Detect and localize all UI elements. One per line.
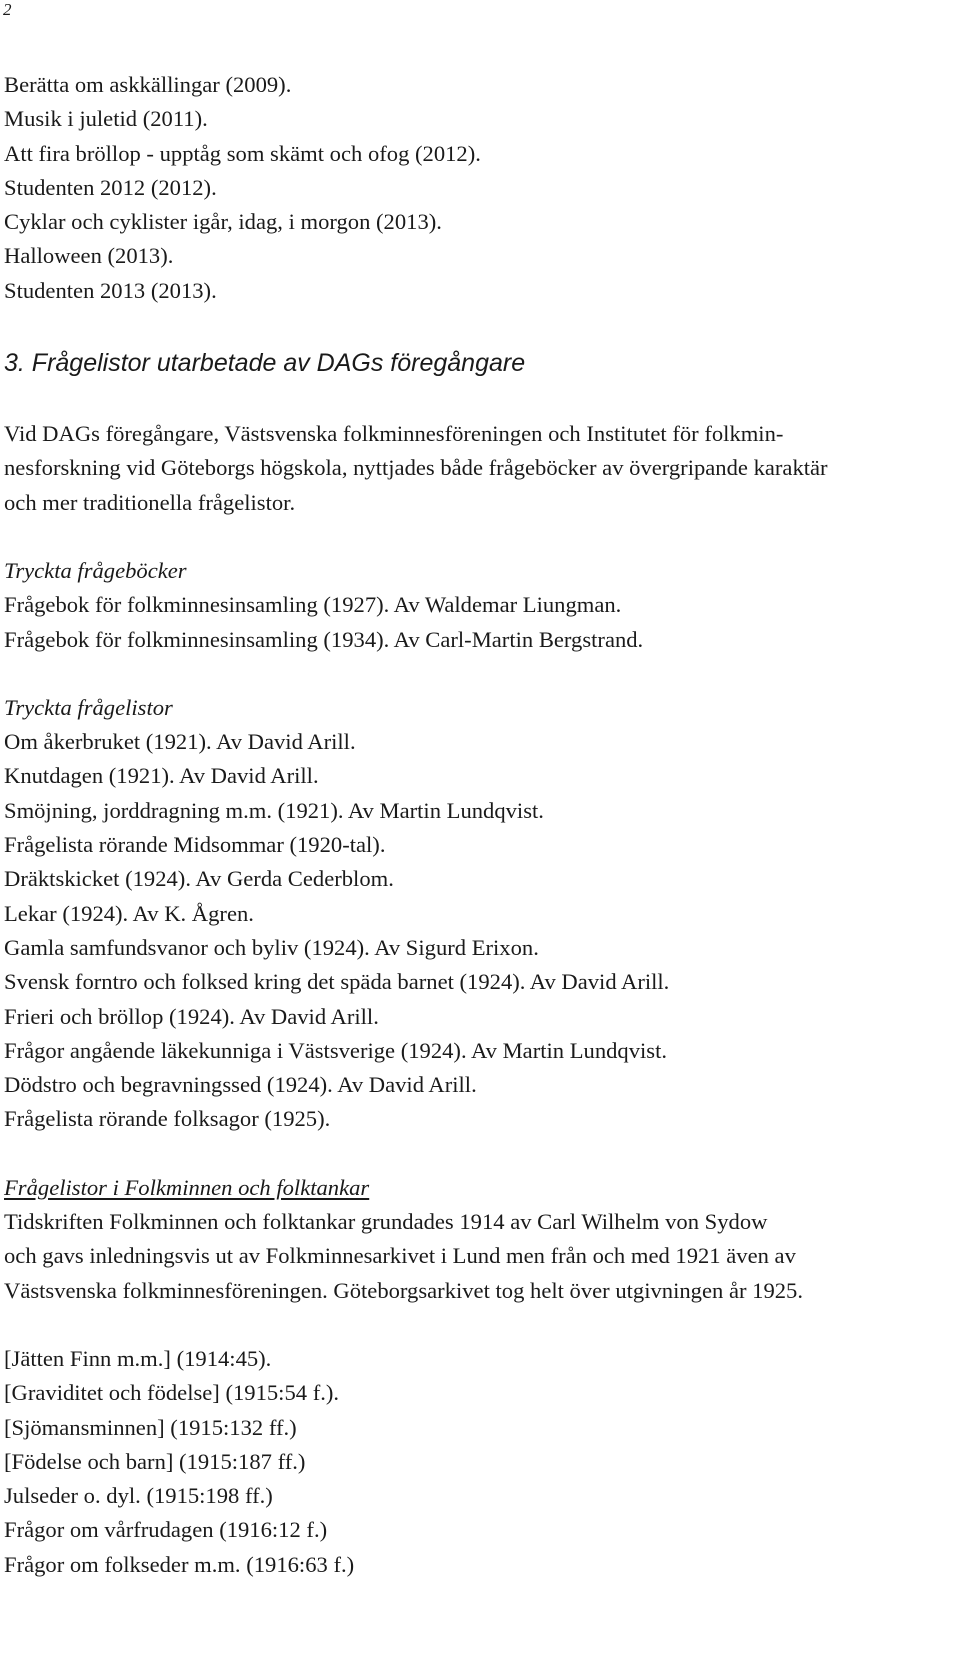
list-item: Julseder o. dyl. (1915:198 ff.) bbox=[4, 1483, 273, 1509]
list-item: Smöjning, jorddragning m.m. (1921). Av Martin Lundqvist. bbox=[4, 797, 544, 823]
list-item: Svensk forntro och folksed kring det späda barnet (1924). Av David Arill. bbox=[4, 969, 670, 995]
list-item: Halloween (2013). bbox=[4, 243, 174, 269]
printed-question-lists-list bbox=[4, 725, 934, 1137]
list-item: [Sjömansminnen] (1915:132 ff.) bbox=[4, 1414, 297, 1440]
subheading-folkminnen-lists: Frågelistor i Folkminnen och folktankar bbox=[4, 1174, 370, 1200]
paragraph-line: Tidskriften Folkminnen och folktankar grundades 1914 av Carl Wilhelm von Sydow bbox=[4, 1209, 768, 1235]
section-heading: 3. Frågelistor utarbetade av DAGs föregångare bbox=[4, 349, 526, 378]
list-item: Knutdagen (1921). Av David Arill. bbox=[4, 763, 319, 789]
list-item: Studenten 2012 (2012). bbox=[4, 174, 217, 200]
list-item: Frågor om vårfrudagen (1916:12 f.) bbox=[4, 1517, 328, 1543]
list-item: Lekar (1924). Av K. Ågren. bbox=[4, 900, 254, 926]
list-item: [Jätten Finn m.m.] (1914:45). bbox=[4, 1345, 272, 1371]
list-item: Dödstro och begravningssed (1924). Av David Arill. bbox=[4, 1072, 477, 1098]
document-body bbox=[4, 68, 934, 1582]
paragraph-line: nesforskning vid Göteborgs högskola, nyttjades både frågeböcker av övergripande karaktär bbox=[4, 455, 828, 481]
list-item: Berätta om askkällingar (2009). bbox=[4, 72, 292, 97]
list-item: [Födelse och barn] (1915:187 ff.) bbox=[4, 1448, 306, 1474]
list-item: Frågor angående läkekunniga i Västsverige (1924). Av Martin Lundqvist. bbox=[4, 1037, 668, 1063]
page-number: 2 bbox=[3, 0, 12, 19]
list-item: Frågelista rörande folksagor (1925). bbox=[4, 1106, 331, 1132]
subheading-printed-question-lists: Tryckta frågelistor bbox=[4, 694, 173, 720]
list-item: Dräktskicket (1924). Av Gerda Cederblom. bbox=[4, 866, 394, 892]
list-item: Frågebok för folkminnesinsamling (1927). Av Waldemar Liungman. bbox=[4, 592, 622, 618]
subheading-printed-question-books: Tryckta frågeböcker bbox=[4, 557, 187, 583]
list-item: [Graviditet och födelse] (1915:54 f.). bbox=[4, 1380, 340, 1406]
list-item: Frågelista rörande Midsommar (1920-tal). bbox=[4, 832, 386, 858]
section-paragraph bbox=[4, 417, 934, 520]
folkminnen-paragraph bbox=[4, 1205, 934, 1308]
list-item: Studenten 2013 (2013). bbox=[4, 277, 217, 303]
paragraph-line: och mer traditionella frågelistor. bbox=[4, 489, 296, 515]
list-item: Om åkerbruket (1921). Av David Arill. bbox=[4, 729, 356, 755]
printed-question-books-list bbox=[4, 588, 934, 657]
paragraph-line: och gavs inledningsvis ut av Folkminnesarkivet i Lund men från och med 1921 även av bbox=[4, 1243, 796, 1269]
spacer bbox=[4, 1308, 934, 1342]
paragraph-line: Västsvenska folkminnesföreningen. Göteborgsarkivet tog helt över utgivningen år 1925. bbox=[4, 1277, 803, 1303]
list-item: Att fira bröllop - upptåg som skämt och ofog (2012). bbox=[4, 140, 481, 166]
folkminnen-list bbox=[4, 1342, 934, 1582]
list-item: Frågebok för folkminnesinsamling (1934). Av Carl-Martin Bergstrand. bbox=[4, 626, 644, 652]
list-item: Gamla samfundsvanor och byliv (1924). Av Sigurd Erixon. bbox=[4, 934, 539, 960]
list-item: Frieri och bröllop (1924). Av David Arill. bbox=[4, 1003, 379, 1029]
list-item: Frågor om folkseder m.m. (1916:63 f.) bbox=[4, 1551, 355, 1577]
paragraph-line: Vid DAGs föregångare, Västsvenska folkminnesföreningen och Institutet för folkmin- bbox=[4, 421, 784, 447]
intro-list bbox=[4, 68, 934, 308]
list-item: Cyklar och cyklister igår, idag, i morgon (2013). bbox=[4, 209, 442, 235]
list-item: Musik i juletid (2011). bbox=[4, 106, 208, 132]
